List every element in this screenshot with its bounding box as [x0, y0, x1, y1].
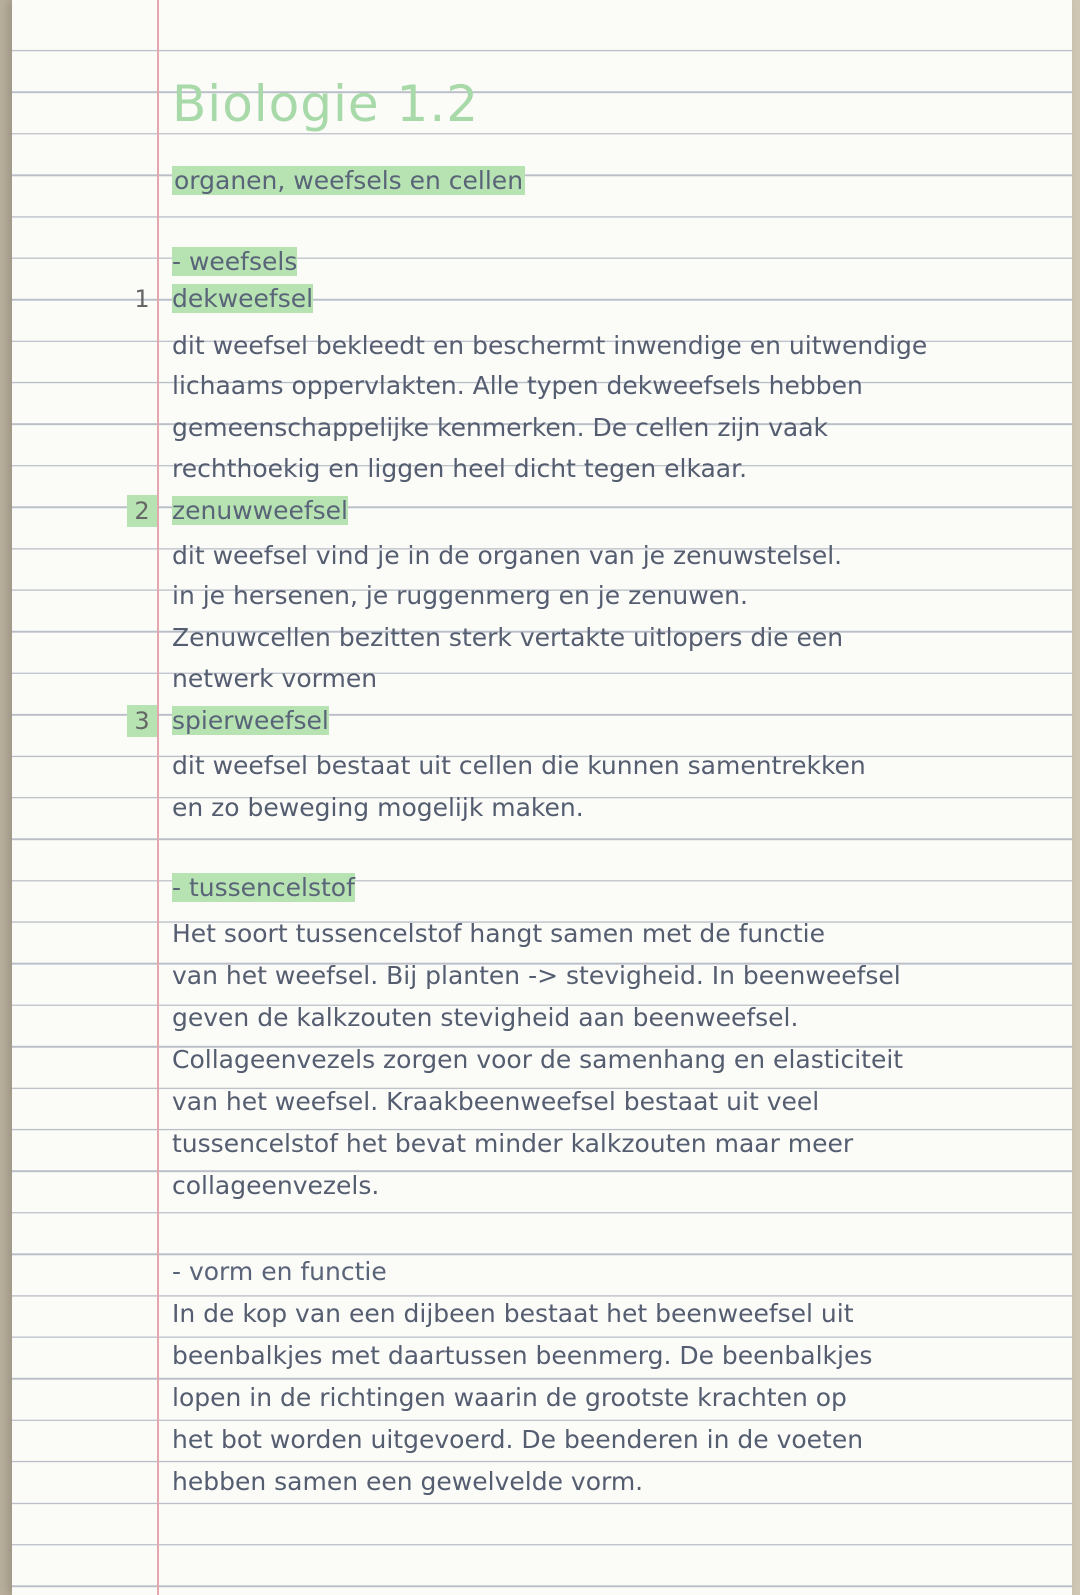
section-heading-weefsels [172, 246, 1072, 278]
text-line: Collageenvezels zorgen voor de samenhang en elasticiteit [172, 1045, 904, 1074]
section-heading-text: - weefsels [172, 247, 298, 276]
item-name-text: spierweefsel [172, 706, 329, 735]
text-line: Het soort tussencelstof hangt samen met de functie [172, 919, 825, 948]
section-heading-tussencelstof [172, 872, 1072, 904]
item-number-2: 2 [127, 495, 157, 527]
text-line: tussencelstof het bevat minder kalkzouten maar meer [172, 1129, 854, 1158]
text-line: In de kop van een dijbeen bestaat het beenweefsel uit [172, 1299, 854, 1328]
text-line: netwerk vormen [172, 664, 378, 693]
subtitle-text: organen, weefsels en cellen [174, 166, 524, 195]
section-heading-vorm-en-functie: - vorm en functie [172, 1257, 387, 1286]
text-line: Zenuwcellen bezitten sterk vertakte uitlopers die een [172, 623, 844, 652]
text-line: lichaams oppervlakten. Alle typen dekweefsels hebben [172, 371, 863, 400]
item-name-text: dekweefsel [172, 284, 314, 313]
page-subtitle [172, 165, 525, 197]
text-line: dit weefsel vind je in de organen van je zenuwstelsel. [172, 541, 843, 570]
item-name-zenuwweefsel [172, 495, 1072, 527]
text-line: dit weefsel bekleedt en beschermt inwendige en uitwendige [172, 331, 928, 360]
text-line: geven de kalkzouten stevigheid aan beenweefsel. [172, 1003, 799, 1032]
text-line: lopen in de richtingen waarin de grootste krachten op [172, 1383, 847, 1412]
text-line: het bot worden uitgevoerd. De beenderen in de voeten [172, 1425, 864, 1454]
text-line: gemeenschappelijke kenmerken. De cellen zijn vaak [172, 413, 829, 442]
text-line: en zo beweging mogelijk maken. [172, 793, 584, 822]
item-name-spierweefsel [172, 705, 1072, 737]
item-number-1: 1 [134, 285, 150, 313]
notebook-page [12, 0, 1072, 1595]
page-title: Biologie 1.2 [172, 75, 480, 133]
text-line: in je hersenen, je ruggenmerg en je zenuwen. [172, 581, 748, 610]
text-line: dit weefsel bestaat uit cellen die kunnen samentrekken [172, 751, 866, 780]
text-line: collageenvezels. [172, 1171, 380, 1200]
item-name-dekweefsel [172, 283, 1072, 315]
text-line: van het weefsel. Bij planten -> stevigheid. In beenweefsel [172, 961, 901, 990]
section-heading-text: - tussencelstof [172, 873, 355, 902]
margin-line [157, 0, 159, 1595]
text-line: beenbalkjes met daartussen beenmerg. De beenbalkjes [172, 1341, 873, 1370]
item-number-3: 3 [127, 705, 157, 737]
text-line: rechthoekig en liggen heel dicht tegen elkaar. [172, 454, 748, 483]
notebook-binding [0, 0, 12, 1595]
item-name-text: zenuwweefsel [172, 496, 349, 525]
text-line: van het weefsel. Kraakbeenweefsel bestaat uit veel [172, 1087, 820, 1116]
text-line: hebben samen een gewelvelde vorm. [172, 1467, 644, 1496]
